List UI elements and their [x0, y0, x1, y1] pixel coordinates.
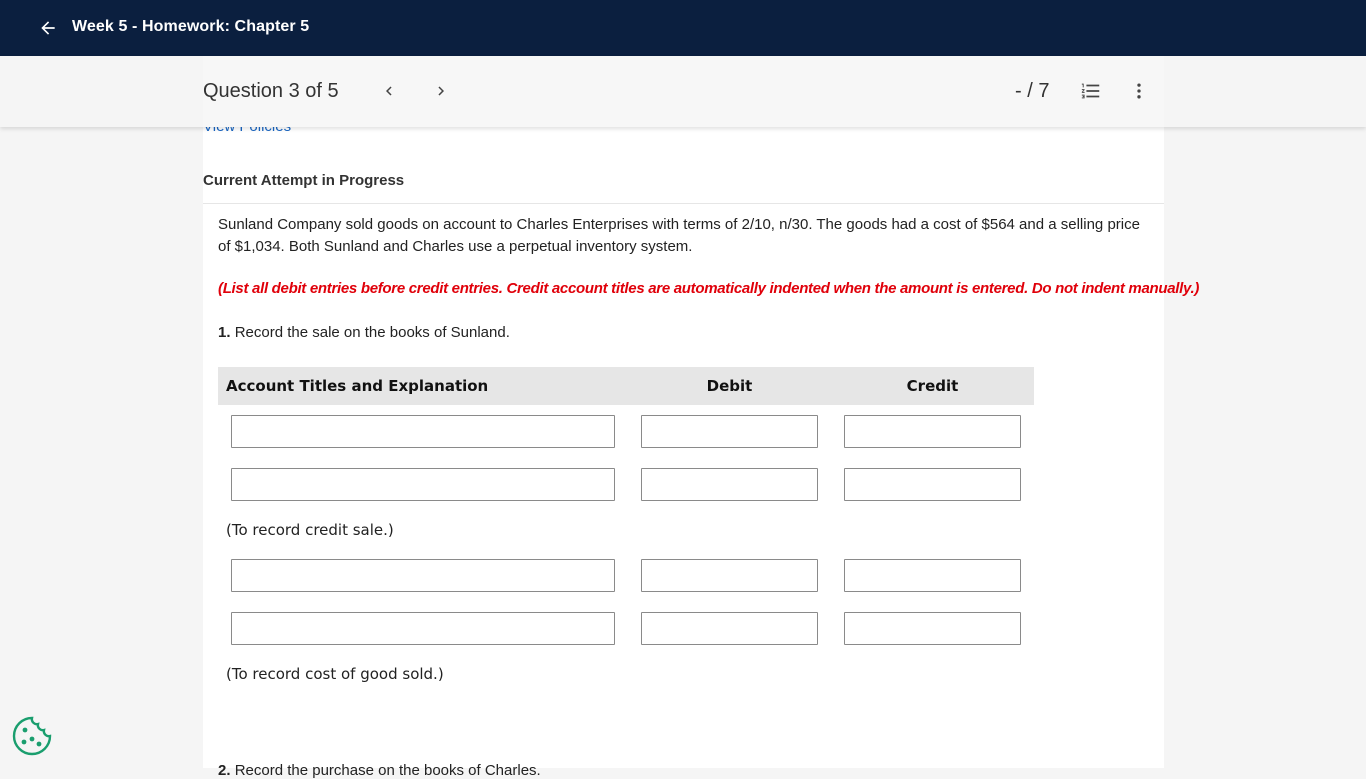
- chevron-right-icon: [432, 82, 450, 100]
- question-list-button[interactable]: [1078, 78, 1104, 104]
- instruction-note: (List all debit entries before credit entries. Credit account titles are automatically indented when the amount is entered. Do not indent manually.): [218, 280, 1200, 297]
- debit-input[interactable]: [641, 468, 818, 501]
- debit-input[interactable]: [641, 415, 818, 448]
- account-title-input[interactable]: [231, 559, 615, 592]
- column-header-account: Account Titles and Explanation: [226, 377, 489, 395]
- numbered-list-icon: [1080, 80, 1102, 102]
- account-title-input[interactable]: [231, 415, 615, 448]
- next-question-button[interactable]: [428, 78, 454, 104]
- top-app-bar: [0, 0, 1366, 56]
- question-counter: Question 3 of 5: [203, 80, 339, 102]
- part-2-number: 2.: [218, 762, 231, 779]
- part-2-prompt: [218, 762, 541, 779]
- problem-statement: Sunland Company sold goods on account to Charles Enterprises with terms of 2/10, n/30. The goods had a cost of $564 and a selling price of $1,034. Both Sunland and Charles use a perpetual inventory system.: [218, 216, 1140, 255]
- part-1-text: Record the sale on the books of Sunland.: [234, 324, 510, 341]
- credit-input[interactable]: [844, 468, 1021, 501]
- credit-input[interactable]: [844, 612, 1021, 645]
- assignment-title: Week 5 - Homework: Chapter 5: [72, 18, 310, 35]
- column-header-debit: Debit: [706, 377, 753, 395]
- question-navigation-bar: [0, 56, 1366, 127]
- arrow-left-icon: [38, 18, 58, 38]
- question-score: - / 7: [1015, 80, 1050, 102]
- account-title-input[interactable]: [231, 468, 615, 501]
- previous-question-button[interactable]: [376, 78, 402, 104]
- attempt-status: Current Attempt in Progress: [203, 172, 405, 189]
- entry-explanation: (To record cost of good sold.): [226, 665, 444, 683]
- part-1-number: 1.: [218, 324, 231, 341]
- chevron-left-icon: [380, 82, 398, 100]
- more-vertical-icon: [1129, 81, 1149, 101]
- entry-explanation: (To record credit sale.): [226, 521, 394, 539]
- credit-input[interactable]: [844, 415, 1021, 448]
- cookie-settings-button[interactable]: [11, 715, 53, 757]
- part-2-text: Record the purchase on the books of Charles.: [234, 762, 541, 779]
- column-header-credit: Credit: [906, 377, 959, 395]
- section-divider: [203, 203, 1164, 204]
- question-content: [203, 56, 1200, 779]
- journal-table-header: [218, 367, 1034, 405]
- more-options-button[interactable]: [1126, 78, 1152, 104]
- debit-input[interactable]: [641, 559, 818, 592]
- cookie-icon: [11, 715, 53, 757]
- credit-input[interactable]: [844, 559, 1021, 592]
- account-title-input[interactable]: [231, 612, 615, 645]
- back-button[interactable]: [32, 12, 64, 44]
- part-1-prompt: [218, 324, 510, 341]
- debit-input[interactable]: [641, 612, 818, 645]
